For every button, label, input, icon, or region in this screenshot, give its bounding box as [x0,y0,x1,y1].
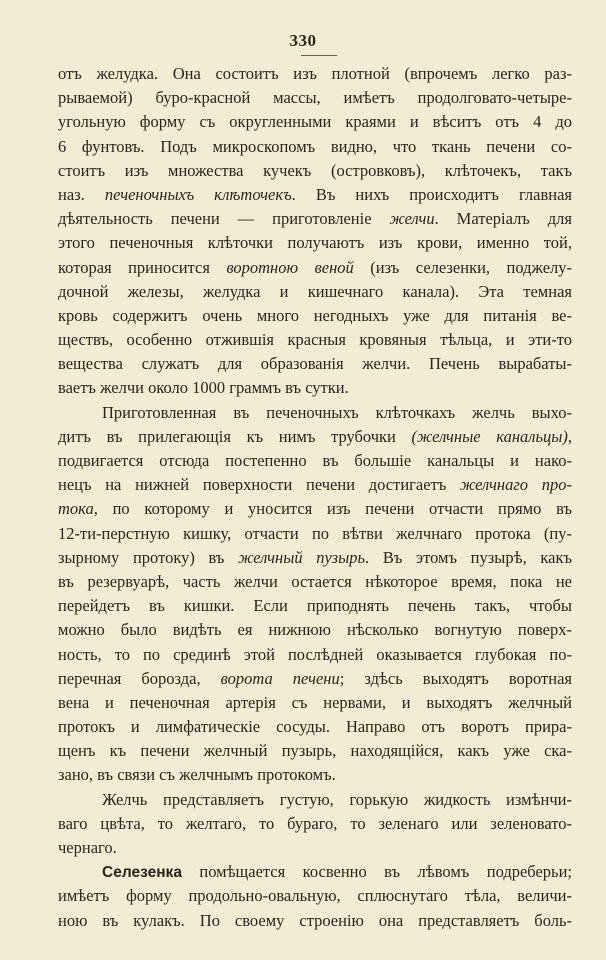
text-line: зано, въ связи съ желчнымъ протокомъ. [58,765,336,785]
text-line: рываемой) буро-красной массы, имѣетъ продолговато-четыре- [58,88,572,108]
text-line: перейдетъ въ кишки. Если приподнять печень такъ, чтобы [58,596,572,616]
page-number-rule [301,55,337,56]
text-line: дочной железы, желудка и кишечнаго канала). Эта темная [58,281,572,301]
text-segment: наз. [58,184,105,204]
text-line: стоитъ изъ множества кучекъ (островковъ), клѣточекъ, такъ [58,160,572,180]
page-number: 330 [289,31,317,50]
text-line: угольную форму съ округленными краями и вѣситъ отъ 4 до [58,112,572,132]
text-line [58,546,572,570]
text-line: подвигается отсюда постепенно въ большіе канальцы и нако- [58,451,572,470]
text-segment: ; здѣсь выходятъ воротная [339,668,572,688]
text-segment: (изъ селезенки, поджелу- [353,257,572,277]
text-segment: зырному протоку) въ [58,547,239,567]
text-segment: перечная борозда, [58,668,221,688]
text-line [58,207,572,231]
text-line: чернаго. [58,838,117,857]
text-segment: . Въ этомъ пузырѣ, какъ [365,547,572,567]
text-line [58,256,572,280]
text-line [58,860,572,884]
emphasized-term: печеночныхъ клѣточекъ [104,184,292,204]
text-line: 12-ти-перстную кишку, отчасти по вѣтви желчнаго протока (пу- [58,523,572,543]
text-segment: . Въ нихъ происходитъ главная [291,184,572,204]
text-segment: нецъ на нижней поверхности печени достигаетъ [58,475,461,495]
emphasized-term: желчнаго про- [460,475,572,495]
text-line [58,425,572,449]
emphasized-term: ворота печени [220,668,340,688]
text-line: 6 фунтовъ. Подъ микроскопомъ видно, что ткань печени со- [58,136,572,156]
text-line: ваго цвѣта, то желтаго, то бураго, то зеленаго или зеленовато- [58,813,572,833]
text-line: Приготовленная въ печеночныхъ клѣточкахъ желчь выхо- [102,402,572,422]
text-line: вена и печеночная артерія съ нервами, и выходятъ желчный [58,692,572,712]
text-line: Желчь представляетъ густую, горькую жидкость измѣнчи- [102,789,572,809]
text-line: этого печеночныя клѣточки получаютъ изъ крови, именно той, [58,233,572,253]
text-segment: , [567,426,572,446]
emphasized-term: желчный пузырь [238,547,366,567]
text-line: отъ желудка. Она состоитъ изъ плотной (впрочемъ легко раз- [58,64,572,83]
text-segment: помѣщается косвенно въ лѣвомъ подреберьи; [181,862,572,882]
section-heading: Селезенка [102,864,182,882]
text-line: щенъ къ печени желчный пузырь, находящійся, какъ уже ска- [58,741,572,761]
text-line: въ резервуарѣ, часть желчи остается нѣкоторое время, пока не [58,571,572,591]
text-line [58,497,572,521]
text-line: имѣетъ форму продольно-овальную, сплюснутаго тѣла, величи- [58,886,572,906]
text-line: кровь содержитъ очень много негодныхъ уже для питанія ве- [58,305,572,325]
text-line: протокъ и лимфатическіе сосуды. Направо отъ воротъ прира- [58,717,572,737]
emphasized-term: воротною веной [226,257,354,277]
emphasized-term: желчи [389,209,435,229]
text-line: ною въ кулакъ. По своему строенію она представляетъ боль- [58,910,572,930]
text-line: ществъ, особенно отжившія красныя кровяныя тѣльца, и эти-то [58,330,572,350]
text-line [58,473,572,497]
text-line [58,183,572,207]
text-line [58,667,572,691]
text-segment: которая приносится [58,257,227,277]
text-line: можно было видѣть ея нижнюю нѣсколько вогнутую поверх- [58,620,572,640]
text-segment: дѣятельность печени — приготовленіе [58,209,390,229]
body-text [58,62,572,933]
text-line: вещества служатъ для образованія желчи. Печень вырабаты- [58,354,572,374]
emphasized-term: (желчные канальцы) [411,426,568,446]
text-segment: дитъ въ прилегающія къ нимъ трубочки [58,426,412,446]
text-line: ность, то по срединѣ этой послѣдней оказывается глубокая по- [58,644,572,664]
text-line: ваетъ желчи около 1000 граммъ въ сутки. [58,378,349,398]
text-segment: , по которому и уносится изъ печени отчасти прямо въ [93,499,572,519]
text-segment: . Матеріалъ для [434,209,572,229]
emphasized-term: тока [58,499,94,519]
